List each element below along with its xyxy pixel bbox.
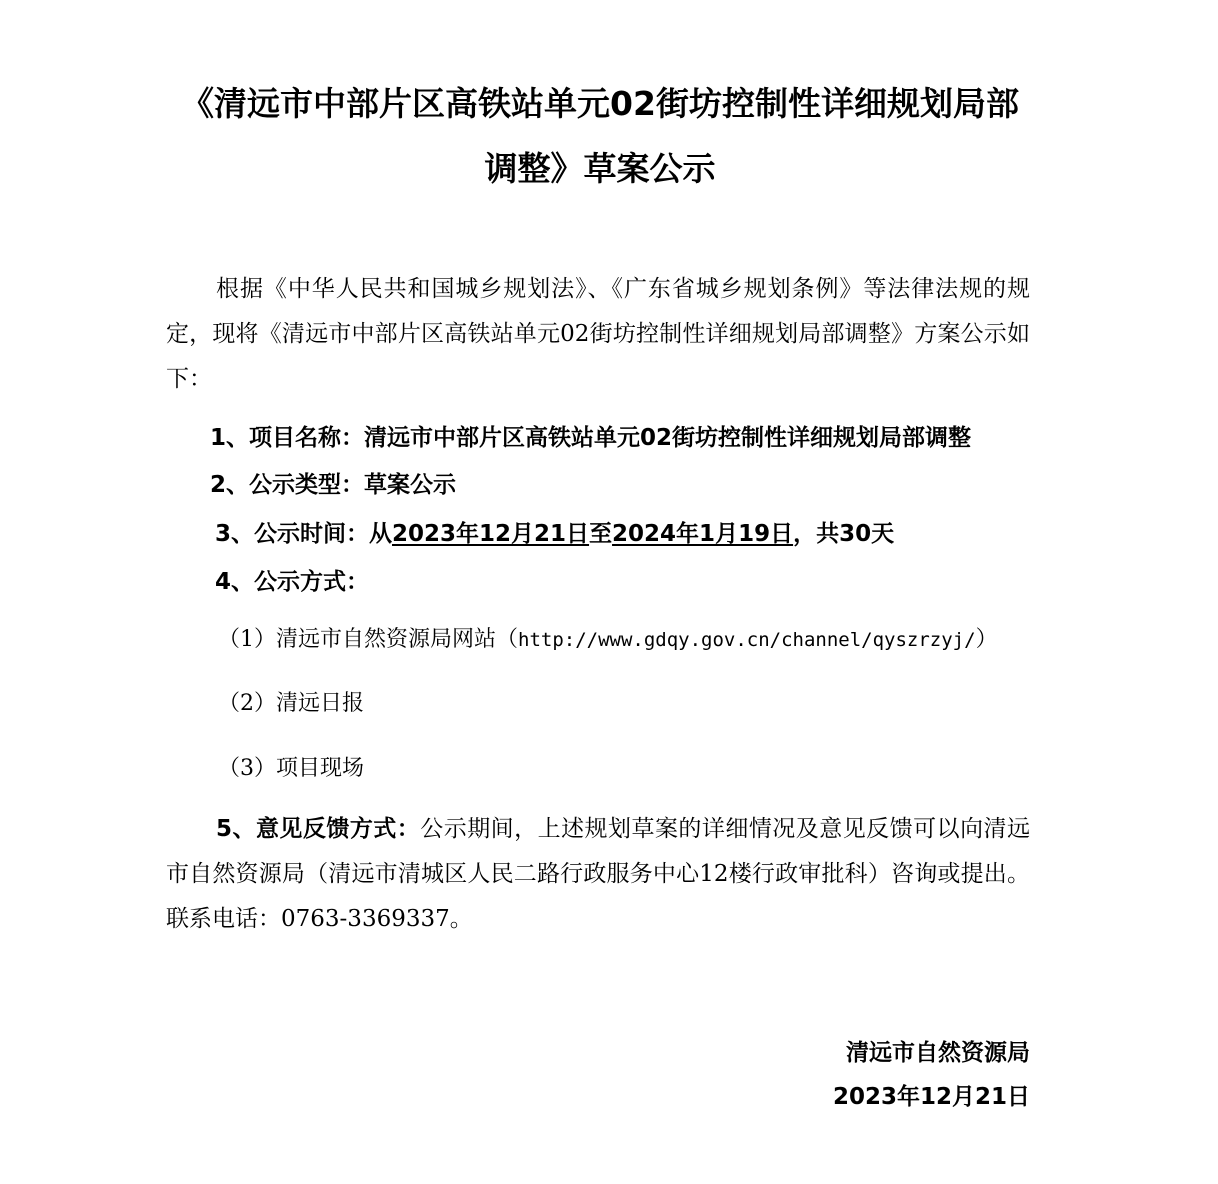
document-title-line-2: 调整》草案公示 xyxy=(484,149,716,188)
feedback-label: 5、意见反馈方式： xyxy=(216,816,421,842)
item-project-name xyxy=(210,422,971,454)
item-project-name-value: 清远市中部片区高铁站单元02街坊控制性详细规划局部调整 xyxy=(364,425,972,451)
method-website-close: ） xyxy=(975,627,998,652)
method-website-label: （1）清远市自然资源局网站（ xyxy=(218,627,518,652)
item-project-name-label: 1、项目名称： xyxy=(210,425,365,451)
feedback-paragraph xyxy=(166,807,1030,942)
item-notice-period-label: 3、公示时间：从 xyxy=(215,521,393,547)
signature-date: 2023年12月21日 xyxy=(832,1084,1030,1110)
notice-end-date: 2024年1月19日 xyxy=(612,521,794,547)
notice-period-suffix: ，共30天 xyxy=(793,521,895,547)
method-newspaper: （2）清远日报 xyxy=(218,691,364,716)
document-title-line-1: 《清远市中部片区高铁站单元02街坊控制性详细规划局部 xyxy=(181,84,1019,123)
intro-paragraph: 根据《中华人民共和国城乡规划法》、《广东省城乡规划条例》等法律法规的规定，现将《清远市中部片区高铁站单元02街坊控制性详细规划局部调整》方案公示如下： xyxy=(166,276,1030,392)
notice-period-to: 至 xyxy=(589,521,613,547)
item-notice-type-label: 2、公示类型： xyxy=(210,472,365,498)
method-website-url[interactable]: http://www.gdqy.gov.cn/channel/qyszrzyj/ xyxy=(518,629,976,651)
signature-org: 清远市自然资源局 xyxy=(846,1040,1030,1066)
item-notice-methods: 4、公示方式： xyxy=(215,569,370,595)
method-website xyxy=(218,624,998,656)
item-notice-type-value: 草案公示 xyxy=(364,472,457,498)
notice-start-date: 2023年12月21日 xyxy=(392,521,590,547)
method-site: （3）项目现场 xyxy=(218,756,364,781)
feedback-text: 公示期间，上述规划草案的详细情况及意见反馈可以向清远市自然资源局（清远市清城区人民二路行政服务中心12楼行政审批科）咨询或提出。联系电话：0763-3369337。 xyxy=(166,816,1031,932)
item-notice-type xyxy=(210,469,456,501)
item-notice-period xyxy=(215,518,894,550)
